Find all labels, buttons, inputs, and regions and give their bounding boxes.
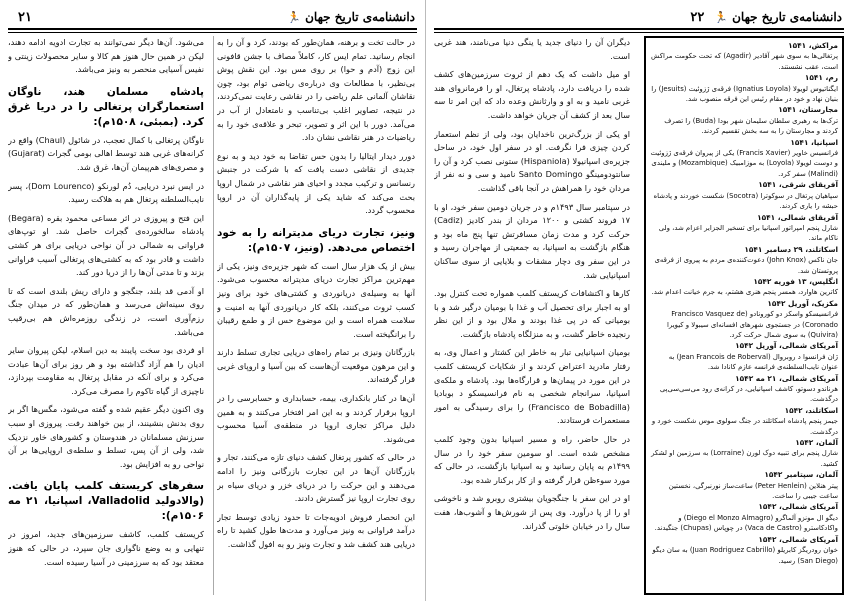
chronology-entry — [650, 41, 838, 72]
chronology-entry-heading: آمریکای شمالی، ۲۱ مه ۱۵۴۲ — [735, 373, 838, 383]
chronology-entry — [650, 374, 838, 405]
section-heading: سفرهای کریستف کلمب پایان یافت. (والادولید Valladolid، اسپانیا، ۲۱ مه ۱۵۰۶م): — [8, 480, 204, 523]
left-page-book-title: دانشنامه‌ی تاریخ جهان — [305, 10, 415, 24]
left-header-rule — [8, 28, 417, 30]
chronology-entry — [650, 341, 838, 372]
paragraph: در حالی که کشور پرتغال کشف دنیای تازه می‌کنند، تجار و بازرگانان آن‌ها در این تجارت بازرگانی ونیز را ادامه می‌دهند و این حرکت را در دریای خزر و دریای سیاه بر روی تجارت اروپا نیز گسترش دادند. — [217, 452, 415, 504]
chronology-entry-text: جیمز پنجم پادشاه اسکاتلند در جنگ سولوی موس شکست خورد و درگذشت. — [651, 417, 838, 436]
chronology-entry — [650, 180, 838, 211]
chronology-entry — [650, 438, 838, 469]
runner-ornament-icon: 🏃 — [714, 10, 729, 24]
chronology-entry-text: سپاهیان پرتغال در سوکوترا (Socotra) شکست خوردند و پادشاه حبشه را یاری کردند. — [653, 191, 838, 211]
paragraph: او آدمی قد بلند، جنگجو و دارای ریش بلندی است که تا روی سینه‌اش می‌رسد و همان‌طور که در میدان جنگ رزم‌آوری است، در زندگی روزمره‌اش هم بی‌رقیب می‌باشد. — [8, 285, 204, 337]
chronology-entry-text: فرانسیس خاویر (Francis Xavier) یکی از پیروان فرقه‌ی ژزوئیت و دوست لویولا (Loyola) به موزامبیک (Mozambique) و ملیندی (Malindi) سفر کرد. — [650, 149, 838, 178]
paragraph: در حالت تخت و برهنه، همان‌طور که بودند، کرد و آن را به انجام رسانید. تمام ایس کار، کاملاً مصاف با جشن قافونی این زوج (آدم و حوا) بر روی مس بود. این نقش پوش بی‌نظیر، با مطالعات وی درباره‌ی ریاضی توام بود، چون نقاشان آلمانی علم ریاضی را در نقاشی رعایت نمی‌کردند، در نتیجه، تصاویر اغلب بی‌تناسب و نامتعادل از آب در می‌آمد. دورر با این اثر و تصویر، تبحر و علاقه‌ی خود را به ریاضیات در هنر نقاشی نشان داد. — [217, 37, 415, 143]
left-column-divider — [213, 36, 214, 595]
section-heading: پادشاه مسلمان هند، ناوگان استعمارگران پرتغالی را در دریا غرق کرد. (بمبئی، ۱۵۰۸م): — [8, 85, 204, 128]
chronology-entry-heading: آفریقای شرقی، ۱۵۴۱ — [758, 180, 838, 190]
right-page — [426, 0, 852, 601]
chronology-entry-heading: آلمان، سپتامبر ۱۵۴۲ — [764, 470, 838, 480]
chronology-entry-heading: آمریکای شمالی، آوریل ۱۵۴۲ — [735, 341, 838, 351]
chronology-entry-heading: مکزیک، آوریل ۱۵۴۲ — [767, 298, 838, 308]
paragraph: ناوگان پرتغالی با کمال تعجب، در شائول (Chaul) واقع در کرانه‌های غربی هند توسط اهالی بومی گجرات (Gujarat) و مصری‌های هم‌پیمان آن‌ها، غرق شد. — [8, 134, 204, 172]
right-header-rule-thin — [434, 32, 844, 33]
chronology-entry — [650, 535, 838, 566]
paragraph: کریستف کلمب، کاشف سرزمین‌های جدید، امروز در تنهایی و به وضع ناگواری جان سپرد، در حالی که هنوز معتقد بود که به سرزمینی در آسیا رسیده است. — [8, 529, 204, 567]
paragraph: بومیان اسپانیایی تبار به خاطر این کشتار و اعمال وی، به رفتار مادرید اعتراض کردند و از شکایات کریستف کلمب در این مورد در پیمان‌ها و قرارگاه‌ها بود. پادشاه و ملکه‌ی اسپانیا، سرانجام شخصی به نام فرانسیسکو د بوبادیا (Francisco de Bobadilla) را برای رسیدگی به امور مستعمرات فرستادند. — [434, 347, 630, 426]
right-page-book-title: دانشنامه‌ی تاریخ جهان — [732, 10, 842, 24]
left-page-number: ۲۱ — [18, 9, 32, 25]
chronology-entry-heading: مراکش، ۱۵۴۱ — [788, 41, 838, 50]
paragraph: این فتح و پیروزی در اثر مساعی محمود بقره (Begara) پادشاه سالخورده‌ی گجرات حاصل شد. او توپ‌های فراوانی به شمالی در آن نواحی دریایی برای هر کشتی داشت و قادر بود که به کشتی‌های پرتغالی آسیب فراوانی بزند و تا مدتی آن‌ها را از دریا دور کند. — [8, 212, 204, 278]
chronology-entry — [650, 245, 838, 276]
paragraph: آن‌ها در کنار بانکداری، بیمه، حسابداری و حسابرسی را در اروپا برقرار کردند و به این امر افتخار می‌کنند و به همین دلیل مراکز تجاری اروپا در منطقه‌ی آسیا محسوب می‌شوند. — [217, 393, 415, 444]
right-column-main — [434, 36, 630, 597]
chronology-entry — [650, 73, 838, 104]
chronology-entry — [650, 213, 838, 244]
right-header-rule — [434, 28, 844, 30]
chronology-entry-text: ترک‌ها به رهبری سلطان سلیمان شهر بودا (Buda) را تصرف کردند و مجارستان را به سه بخش تقسیم کردند. — [664, 116, 838, 136]
chronology-entry-text: فرانسیسکو واسکز دو کورونادو (Francisco Vasquez de Coronado) در جستجوی شهرهای افسانه‌ای سیبولا و کیویرا (Quivira) به سوی شمال حرکت کرد. — [667, 310, 838, 339]
chronology-entry — [650, 502, 838, 533]
chronology-entry — [650, 277, 838, 298]
left-column-left — [8, 36, 204, 597]
chronology-entry-heading: رم، ۱۵۴۱ — [804, 73, 838, 83]
chronology-entry-text: خوان رودریگز کابریلو (Juan Rodriguez Cabrillo) به سان دیگو (San Diego) رسید. — [652, 546, 838, 565]
left-column-right — [217, 36, 415, 597]
paragraph: او در این سفر با جنگجویان بیشتری روبرو شد و ناخوشی او را از پا درآورد. وی پس از شورش‌ها و آشوب‌ها، هفت سال را در خیابان خلوتی گذراند. — [434, 493, 630, 531]
paragraph: بیش از یک هزار سال است که شهر جزیره‌ی ونیز، یکی از مهم‌ترین مراکز تجارت دریای مدیترانه محسوب می‌شود. آنها به وسیله‌ی دریانوردی و کشتی‌های خود برای ونیز کسب ثروت می‌کنند، بلکه کار دریانوردی آنها به امنیت و سلامت همراه است و این موضوع حس از و طمع رقیبان را برانگیخته است. — [217, 260, 415, 339]
paragraph: او یکی از بزرگ‌ترین ناخدایان بود، ولی از نظم استعمار کردن چیزی فرا نگرفت. او در سفر اول خود، در ساحل جزیره‌ی اسپانیولا (Hispaniola) ستونی نصب کرد و آن را سانتودومینگو Santo Domingo نامید و سی و نه نفر از مردان خود را همراهش در آنجا باقی گذاشت. — [434, 128, 630, 193]
chronology-entry-heading: آمریکای شمالی، ۱۵۴۲ — [758, 502, 838, 512]
chronology-entry-text: پیتر هنلاین (Peter Henlein) ساعت‌ساز نورنبرگی، نخستین ساعت جیبی را ساخت. — [668, 481, 838, 501]
paragraph: دیگران آن را دنیای جدید یا ینگی دنیا می‌نامند، هند غربی است. — [434, 37, 630, 61]
left-page-number-wrap — [12, 6, 38, 28]
chronology-sidebar — [644, 36, 844, 595]
paragraph: کارها و اکتشافات کریستف کلمب همواره تحت کنترل بود. او به اجبار برای تحصیل آب و غذا با بومیان درگیر شد و با بومیانی که در پی غذا بودند و ملال بود و از این نظر رنجیده خاطر گشت، و به منزلگاه پادشاه بازگشت. — [434, 288, 630, 339]
chronology-entry — [650, 138, 838, 180]
chronology-entry-heading: آلمان، ۱۵۴۲ — [795, 438, 838, 448]
chronology-entry-text: کاترین هاوارد، همسر پنجم هنری هشتم، به جرم خیانت اعدام شد. — [651, 288, 838, 297]
section-heading: ونیز، تجارت دریای مدیترانه را به خود اختصاص می‌دهد. (ونیز، ۱۵۰۷م): — [217, 226, 415, 254]
chronology-entry-heading: انگلیس، ۱۳ فوریه ۱۵۴۲ — [753, 276, 838, 286]
left-header-rule-thin — [8, 32, 417, 33]
chronology-entry-text: پرتغالی‌ها به سوی شهر آقادیر (Agadir) که تحت حکومت مراکش است، عقب نشستند. — [650, 52, 838, 71]
paragraph: در ایس نبرد دریایی، دُم لورنکو (Dom Lourenco)، پسر نایب‌السلطنه پرتغال هم به هلاکت رسید. — [8, 180, 204, 205]
paragraph: در سپتامبر سال ۱۴۹۳م و در جریان دومین سفر خود، او با ۱۷ فروند کشتی و ۱۲۰۰ مردان از بندر کادیز (Cadiz) حرکت کرد و مدت زمان مسافرتش تنها پنج ماه بود و هنگام بازگشت به اسپانیا، به جمعیتی از مهاجران رسید و در این سفر وی دچار مشقات و بلایایی از سوی ساکنان اسپانیایی شد. — [434, 201, 630, 280]
paragraph: این انحصار فروش ادویه‌جات تا حدود زیادی توسط تجار درآمد فراوانی به ونیز می‌آورد و مدت‌ها طول کشید تا راه دریایی هند کشف شد و تجارت ونیز رو به افول گذاشت. — [217, 511, 415, 549]
paragraph: او میل داشت که یک دهم از ثروت سرزمین‌های کشف شده را دریافت دارد، پادشاه پرتغال، او را فرمانروای هند غربی نامید و به او و وارثانش وعده داد که این امر تا سه سال بعد از کشف آن جریان خواهد داشت. — [434, 69, 630, 120]
paragraph: در حال حاضر، راه و مسیر اسپانیا بدون وجود کلمب مشخص شده است. او سومین سفر خود را در سال ۱۴۹۹م به پایان رسانید و به اسپانیا بازگشت، در حالی که مورد سوءظن قرار گرفته و از کار برکنار شده بود. — [434, 434, 630, 485]
chronology-entry-text: هرناندو دسوتو، کاشف اسپانیایی، در کرانه‌ی رود می‌سی‌سی‌پی درگذشت. — [659, 385, 838, 404]
chronology-entry-heading: آمریکای شمالی، ۱۵۴۲ — [758, 534, 838, 544]
right-page-header — [684, 6, 842, 28]
chronology-entry-text: جان ناکس (John Knox) دعوت‌کننده‌ی مردم به پیروی از فرقه‌ی پروتستان شد. — [654, 256, 838, 275]
paragraph: بازرگانان ونیزی بر تمام راه‌های دریایی تجاری تسلط دارند و این مرهون موقعیت آن‌هاست که بین آسیا و اروپای غربی قرار گرفته‌اند. — [217, 347, 415, 385]
chronology-entry-text: ایگناتیوس لویولا (Ignatius Loyola) فرقه‌ی ژزوئیت (Jesuits) را بنیان نهاد و خود در مقام رئیس این فرقه منصوب شد. — [651, 84, 838, 104]
chronology-entry-text: ژان فرانسوا د روبروال (Jean Francois de Roberval) به عنوان نایب‌السلطنه‌ی فرانسه عازم کانادا شد. — [668, 352, 838, 372]
chronology-entry — [650, 105, 838, 136]
chronology-entry-heading: آفریقای شمالی، ۱۵۴۱ — [757, 212, 838, 222]
paragraph: دورر دیدار ایتالیا را بدون حس تقاضا به خود دید و به نوع جدیدی از نقاشی دست یافت که با شرکت در جنبش رنسانس و ترکیب مجدد و احیای هنر نقاشی در شمال اروپا بحث می‌کند که شاید یکی از پایه‌گذاران آن در اروپا محسوب گردد. — [217, 150, 415, 216]
chronology-entry-heading: اسکاتلند، ۲۹ دسامبر ۱۵۴۱ — [744, 244, 838, 254]
left-page-header — [283, 6, 415, 28]
chronology-entry — [650, 299, 838, 341]
chronology-entry-text: شارل پنجم امپراتور اسپانیا برای تسخیر الجزایر اعزام شد، ولی ناکام ماند. — [658, 223, 838, 243]
chronology-entry — [650, 406, 838, 437]
right-page-number: ۲۲ — [690, 9, 705, 25]
chronology-entry-heading: اسپانیا، ۱۵۴۱ — [790, 137, 838, 147]
chronology-entry — [650, 470, 838, 501]
chronology-entry-heading: مجارستان، ۱۵۴۱ — [778, 105, 838, 115]
chronology-entry-text: شارل پنجم برای تنبیه دوک لورن (Lorraine) به سرزمین او لشکر کشید. — [651, 449, 838, 468]
chronology-entry-text: دیگو ال مونزو آلماگرو (Diego el Monzo Almagro) و واکادکاسترو (Vaca de Castro) در چوپاس (Chupas) جنگیدند. — [654, 513, 838, 533]
paragraph: او فردی بود سخت پایبند به دین اسلام، لیکن پیروان سایر ادیان را هم آزاد گذاشته بود و هر روز برای آن‌ها عبادت می‌کرد و برای آنکه در مقابل پرتغال به مقاومت بپردازد، ناچیزی از گیاه تاکوم را مصرف می‌کرد. — [8, 345, 204, 396]
runner-ornament-icon: 🏃 — [287, 10, 302, 24]
chronology-entry-heading: اسکاتلند، ۱۵۴۲ — [784, 405, 838, 415]
paragraph: وی اکنون دیگر عقیم شده و گفته می‌شود، مگس‌ها اگر بر روی بدنش بنشینند، از بین خواهند رفت. پیروزی او سبب سرزنش مسلمانان در هندوستان و کشورهای خاور نزدیک شد، ولی از آن پس، تسلط و سلطه‌ی اروپایی‌ها بر آن نواحی رو به افزایش بود. — [8, 404, 204, 469]
paragraph: می‌شود. آن‌ها دیگر نمی‌توانند به تجارت ادویه ادامه دهند، لیکن در همین حال هنوز هم کالا و سایر محصولات زینتی و نفیس آسیایی منحصر به ونیز می‌باشد. — [8, 37, 204, 75]
